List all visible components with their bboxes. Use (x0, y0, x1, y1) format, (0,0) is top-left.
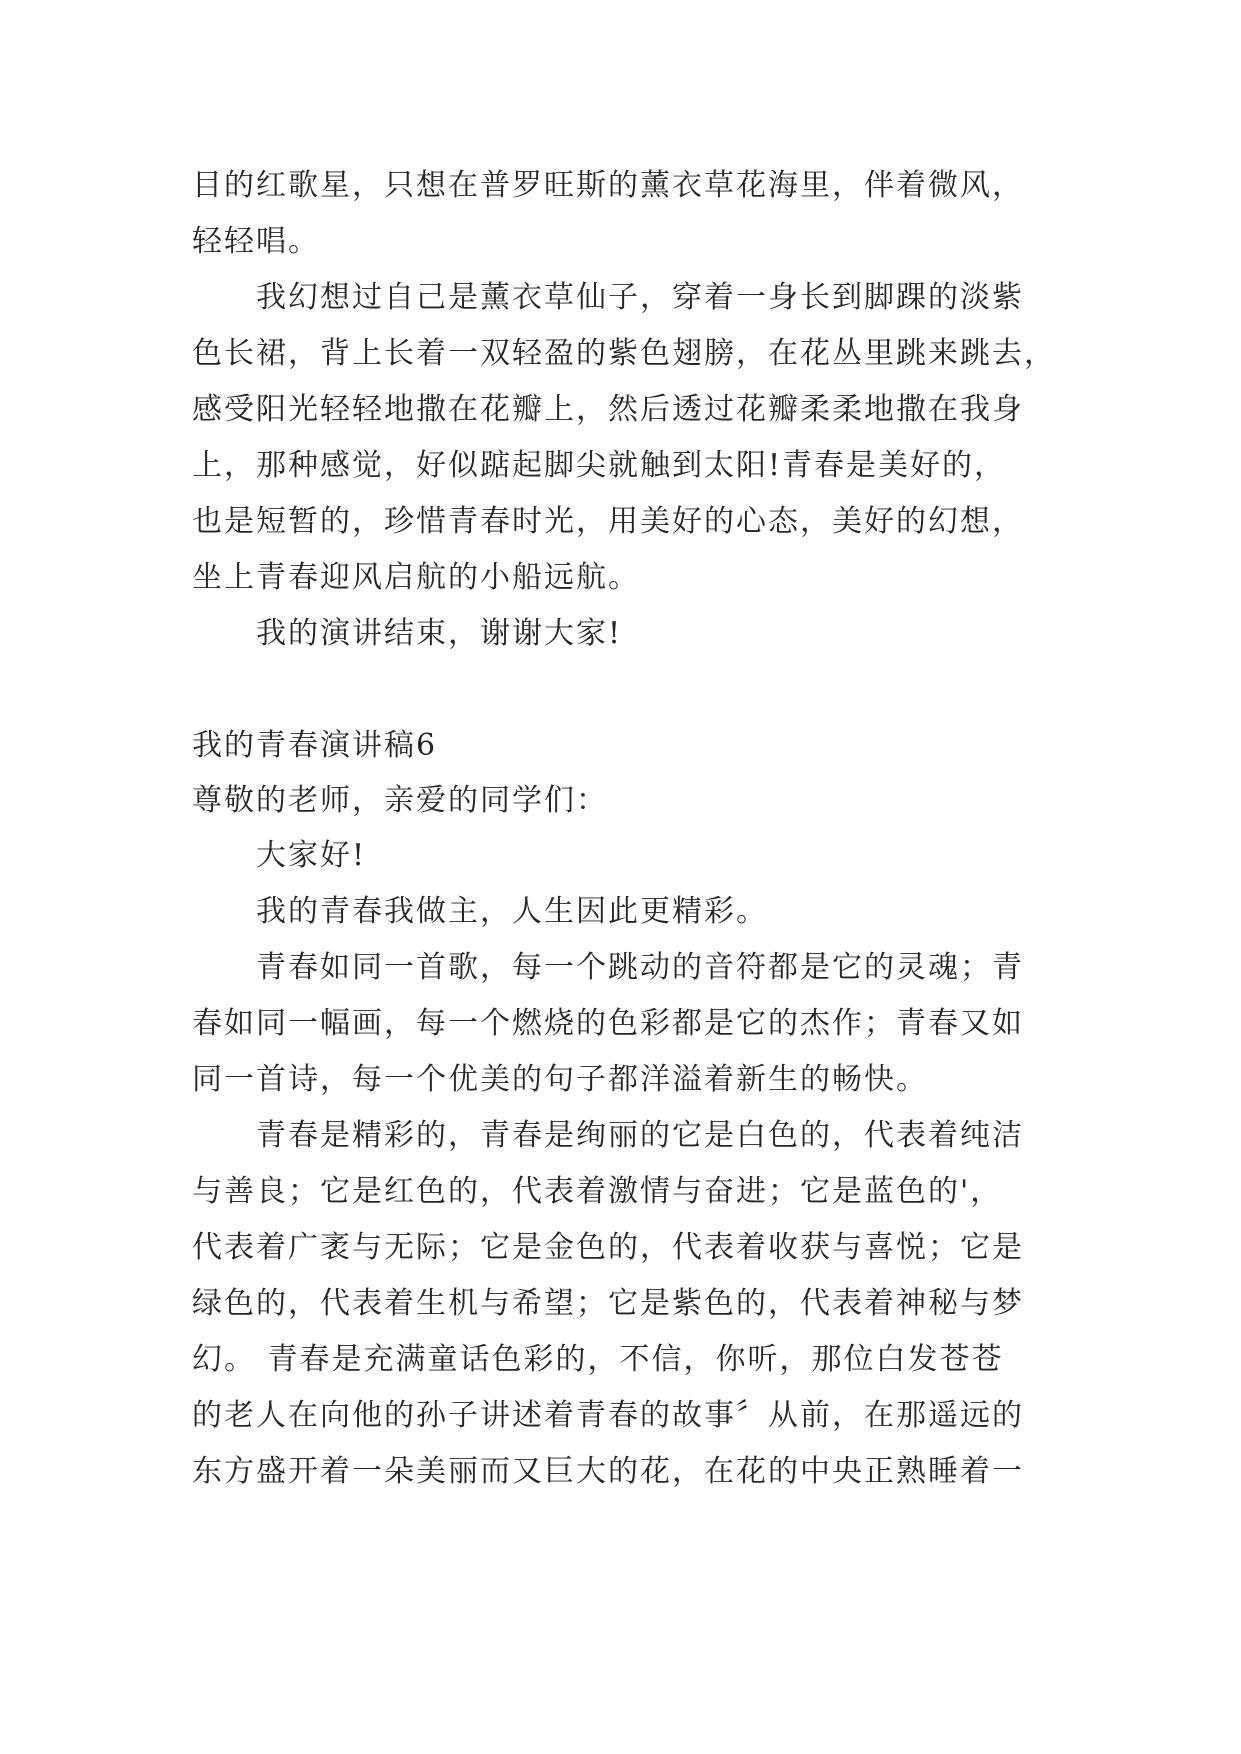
section-title: 我的青春演讲稿6 (192, 728, 438, 763)
body-text-line: 我的青春我做主，人生因此更精彩。 (256, 894, 768, 929)
greeting: 大家好! (256, 838, 367, 873)
body-text-line: 目的红歌星，只想在普罗旺斯的薰衣草花海里，伴着微风， (192, 168, 1024, 203)
body-text-line: 东方盛开着一朵美丽而又巨大的花，在花的中央正熟睡着一 (192, 1454, 1024, 1489)
body-text-line: 代表着广袤与无际；它是金色的，代表着收获与喜悦；它是 (192, 1230, 1024, 1265)
body-text-line: 绿色的，代表着生机与希望；它是紫色的，代表着神秘与梦 (192, 1286, 1024, 1321)
body-text-line: 与善良；它是红色的，代表着激情与奋进；它是蓝色的'， (192, 1174, 1003, 1209)
body-text-line: 坐上青春迎风启航的小船远航。 (192, 560, 640, 595)
body-text-line: 也是短暂的，珍惜青春时光，用美好的心态，美好的幻想， (192, 504, 1024, 539)
body-text-line: 春如同一幅画，每一个燃烧的色彩都是它的杰作；青春又如 (192, 1006, 1024, 1041)
body-text-line: 同一首诗，每一个优美的句子都洋溢着新生的畅快。 (192, 1062, 928, 1097)
salutation: 尊敬的老师，亲爱的同学们： (192, 783, 608, 818)
body-text-line: 轻轻唱。 (192, 224, 320, 259)
body-text-line: 幻。 青春是充满童话色彩的，不信，你听，那位白发苍苍 (192, 1342, 1004, 1377)
body-text-line: 青春如同一首歌，每一个跳动的音符都是它的灵魂；青 (256, 950, 1024, 985)
body-text-line: 上，那种感觉，好似踮起脚尖就触到太阳!青春是美好的， (192, 448, 1007, 483)
body-text-line: 我幻想过自己是薰衣草仙子，穿着一身长到脚踝的淡紫 (256, 280, 1024, 315)
body-text-line: 感受阳光轻轻地撒在花瓣上，然后透过花瓣柔柔地撒在我身 (192, 392, 1024, 427)
closing-line: 我的演讲结束，谢谢大家! (256, 616, 623, 651)
body-text-line: 青春是精彩的，青春是绚丽的它是白色的，代表着纯洁 (256, 1118, 1024, 1153)
body-text-line: 的老人在向他的孙子讲述着青春的故事〞从前，在那遥远的 (192, 1398, 1024, 1433)
body-text-line: 色长裙，背上长着一双轻盈的紫色翅膀，在花丛里跳来跳去， (192, 336, 1056, 371)
